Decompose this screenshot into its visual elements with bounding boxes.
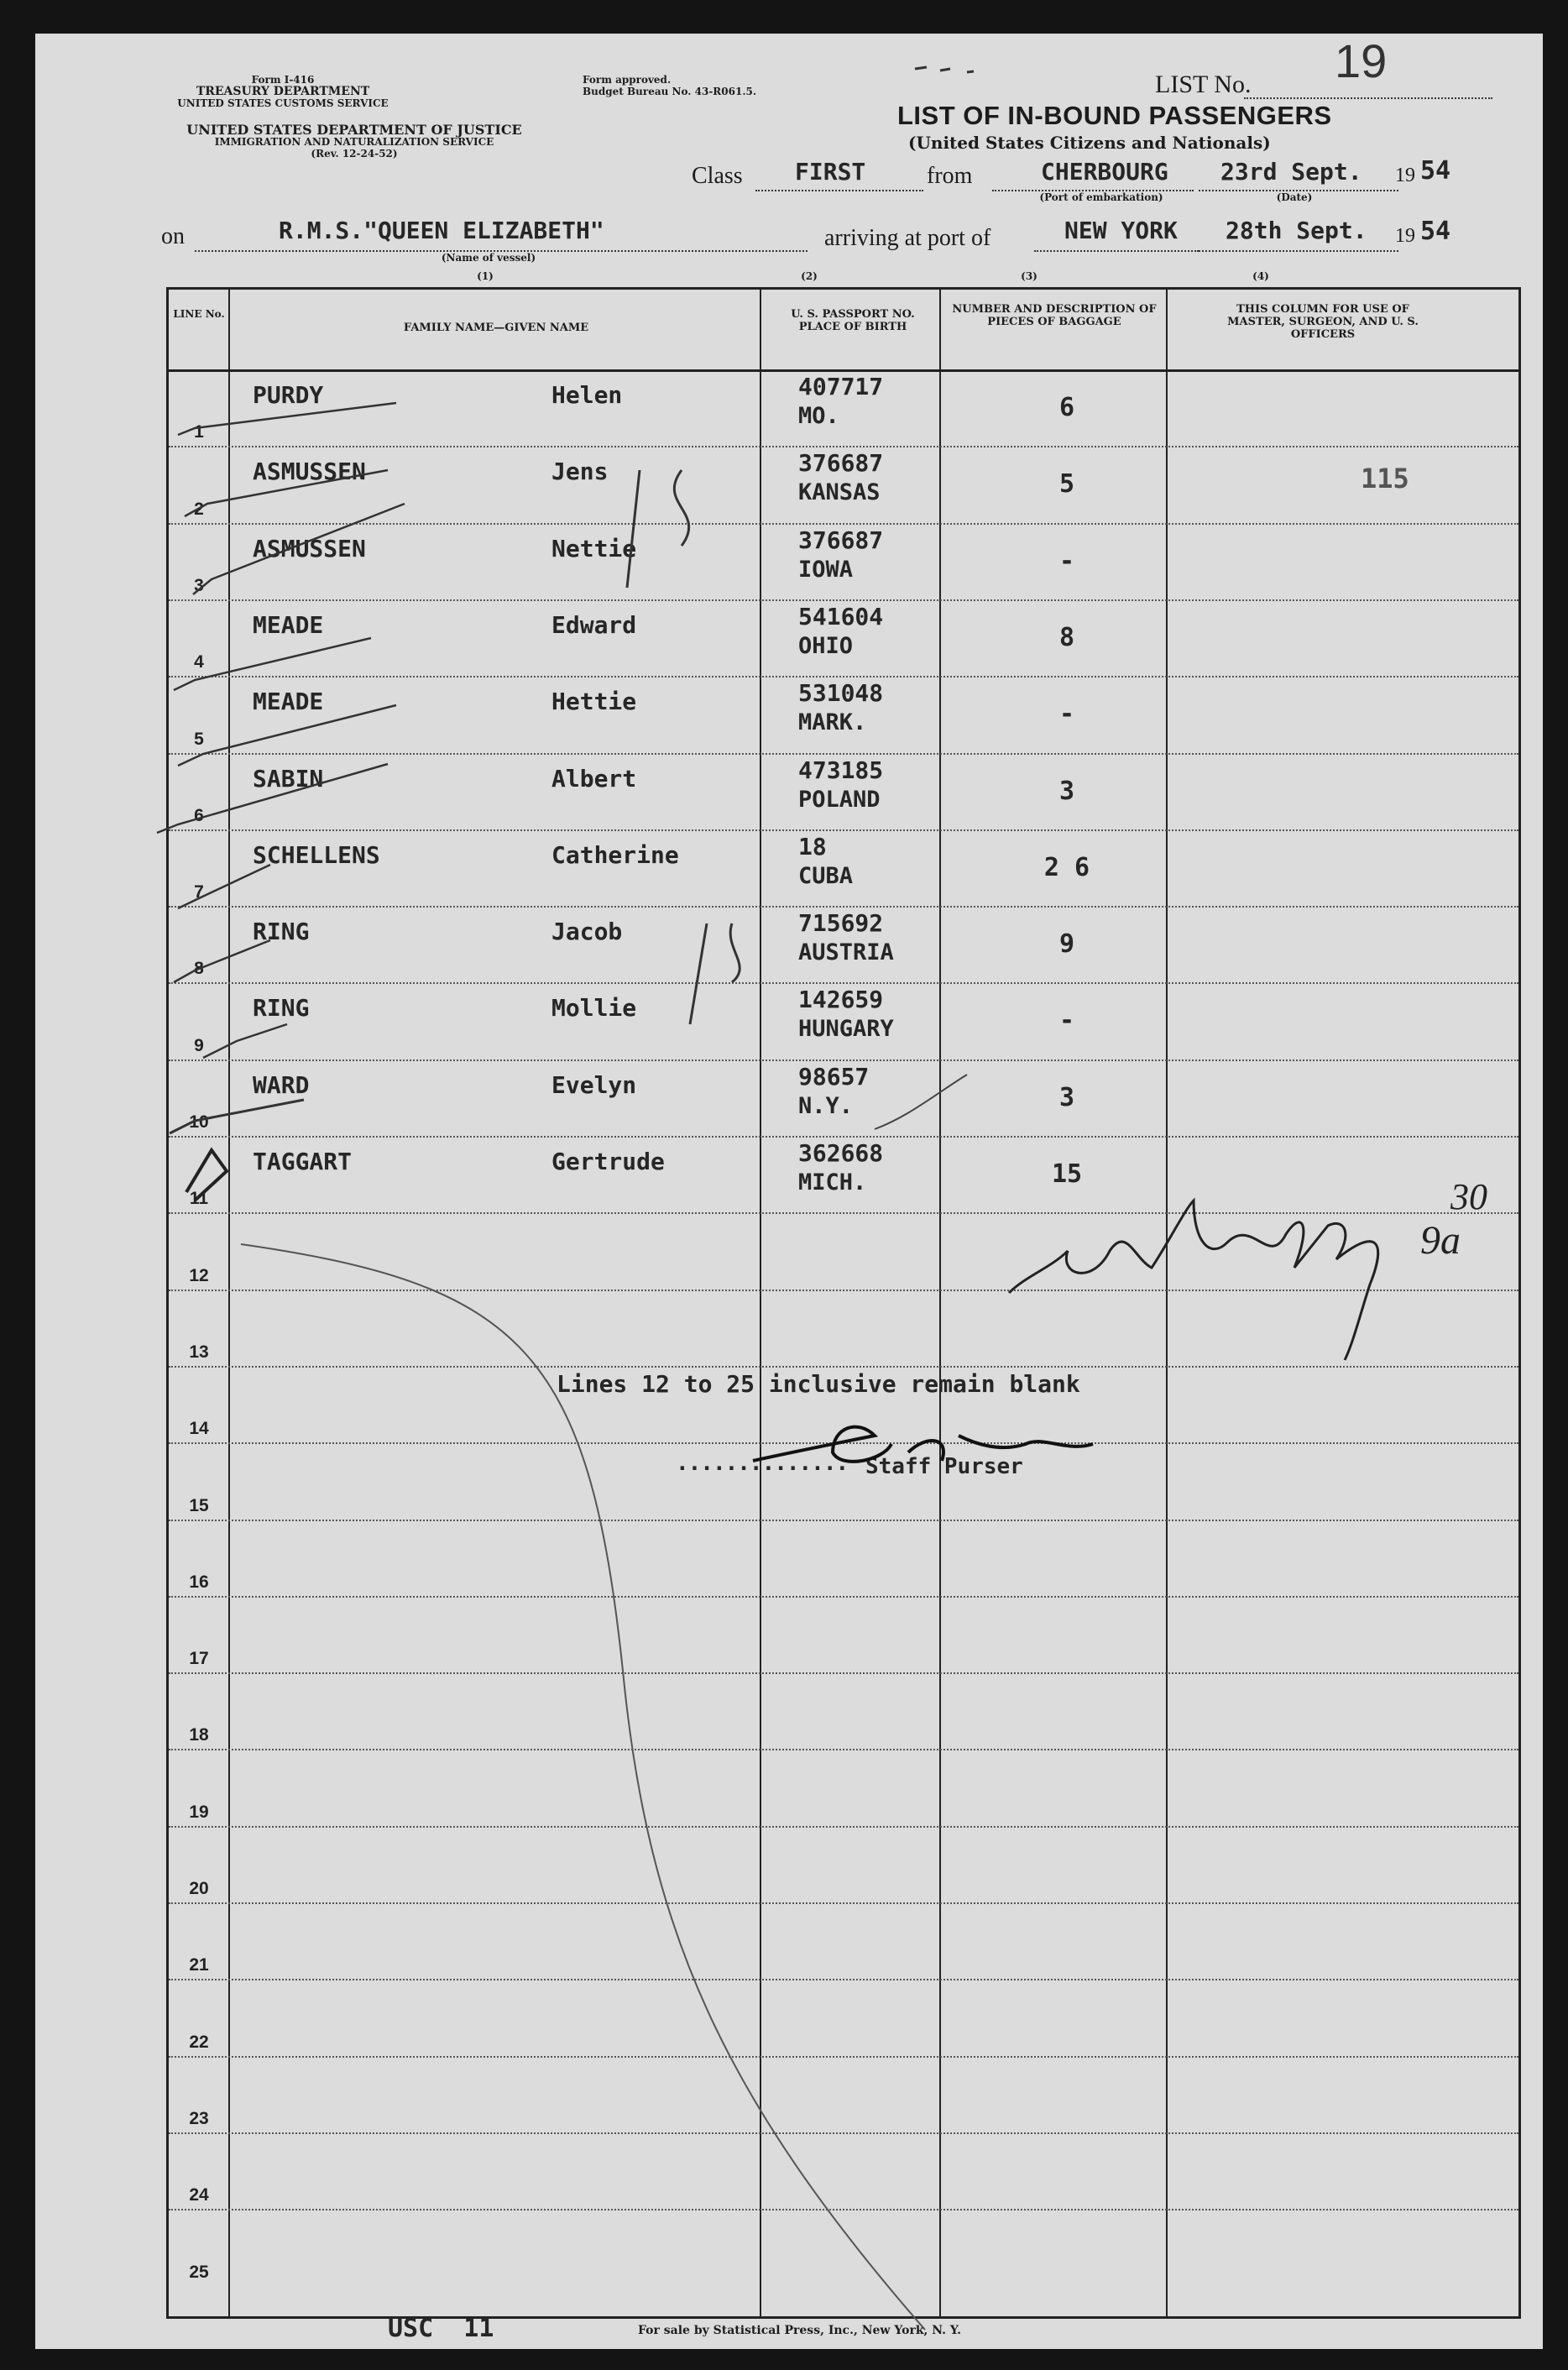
baggage-count: -	[1058, 699, 1075, 730]
row-divider	[169, 1442, 1518, 1444]
row-divider	[169, 1059, 1518, 1061]
header-officers: THIS COLUMN FOR USE OF MASTER, SURGEON, AND U. S. OFFICERS	[1227, 303, 1419, 341]
baggage-count: -	[1058, 1006, 1075, 1036]
baggage-count: 3	[1058, 1082, 1075, 1112]
given-name: Catherine	[551, 840, 679, 869]
arrival-year-prefix: 19	[1395, 225, 1415, 247]
purser-dots: ..............	[676, 1451, 849, 1476]
row-divider	[169, 446, 1518, 447]
officer-note: 115	[1361, 463, 1409, 495]
immigration-service: IMMIGRATION AND NATURALIZATION SERVICE	[214, 136, 494, 148]
vessel-name: R.M.S."QUEEN ELIZABETH"	[279, 217, 604, 244]
treasury-department: TREASURY DEPARTMENT	[196, 85, 370, 98]
passport-number: 142659	[798, 986, 884, 1014]
row-divider	[169, 906, 1518, 908]
row-divider	[169, 676, 1518, 678]
place-of-birth: CUBA	[798, 862, 854, 889]
form-number: Form I-416	[251, 74, 315, 86]
port-of-embarkation: CHERBOURG	[1041, 158, 1168, 186]
family-name: MEADE	[253, 610, 324, 639]
justice-department: UNITED STATES DEPARTMENT OF JUSTICE	[186, 122, 522, 138]
line-number: 13	[189, 1342, 209, 1362]
place-of-birth: KANSAS	[798, 479, 881, 506]
line-number: 17	[189, 1649, 209, 1669]
place-of-birth: AUSTRIA	[798, 939, 894, 966]
column-number-2: (2)	[801, 270, 818, 282]
port-of-arrival: NEW YORK	[1064, 217, 1178, 244]
given-name: Mollie	[551, 994, 637, 1023]
given-name: Jacob	[551, 918, 623, 946]
row-divider	[169, 753, 1518, 755]
column-number-1: (1)	[477, 270, 494, 282]
given-name: Hettie	[551, 688, 637, 716]
passenger-list-document	[35, 34, 1543, 2349]
line-number: 6	[194, 805, 204, 825]
column-rule	[939, 290, 941, 2316]
line-number: 1	[194, 422, 204, 442]
place-of-birth: MARK.	[798, 709, 867, 736]
baggage-count: 3	[1058, 776, 1075, 806]
passport-number: 541604	[798, 602, 884, 630]
given-name: Evelyn	[551, 1070, 637, 1099]
line-number: 5	[194, 729, 204, 749]
vessel-caption: (Name of vessel)	[441, 252, 536, 264]
place-of-birth: POLAND	[798, 786, 881, 813]
list-no-label: LIST No.	[1155, 71, 1252, 98]
passenger-table	[166, 287, 1521, 2319]
given-name: Nettie	[551, 534, 637, 562]
row-divider	[169, 2056, 1518, 2058]
baggage-count: 15	[1051, 1159, 1083, 1189]
arrival-date: 28th Sept.	[1226, 217, 1367, 244]
place-of-birth: OHIO	[798, 632, 854, 659]
list-no-underline	[1244, 97, 1492, 99]
from-label: from	[927, 163, 973, 189]
class-underline	[755, 190, 923, 191]
passport-number: 376687	[798, 449, 884, 478]
baggage-count: 9	[1058, 929, 1075, 960]
line-number: 24	[189, 2185, 209, 2205]
line-number: 14	[189, 1419, 209, 1439]
family-name: ASMUSSEN	[253, 458, 366, 486]
passport-number: 531048	[798, 679, 884, 708]
place-of-birth: IOWA	[798, 556, 854, 583]
family-name: TAGGART	[253, 1148, 353, 1175]
line-number: 15	[189, 1495, 209, 1515]
form-title: LIST OF IN-BOUND PASSENGERS	[897, 101, 1332, 130]
arrival-year-suffix: 54	[1420, 217, 1451, 246]
form-authority-block	[161, 74, 405, 109]
line-number: 3	[194, 575, 204, 595]
form-subtitle: (United States Citizens and Nationals)	[908, 133, 1271, 153]
printer-credit: For sale by Statistical Press, Inc., New York, N. Y.	[638, 2324, 961, 2337]
departure-date: 23rd Sept.	[1220, 158, 1362, 186]
passport-number: 473185	[798, 756, 884, 784]
year-prefix: 19	[1395, 165, 1415, 186]
row-divider	[169, 2132, 1518, 2134]
family-name: SCHELLENS	[253, 840, 380, 869]
given-name: Helen	[551, 381, 623, 409]
row-divider	[169, 1902, 1518, 1904]
family-name: SABIN	[253, 764, 324, 793]
family-name: RING	[253, 918, 310, 946]
budget-bureau: Budget Bureau No. 43-R061.5.	[583, 86, 757, 97]
year-suffix: 54	[1420, 156, 1451, 186]
family-name: WARD	[253, 1070, 310, 1099]
line-number: 16	[189, 1572, 209, 1592]
arriving-label: arriving at port of	[824, 225, 991, 251]
column-rule	[228, 290, 230, 2316]
row-divider	[169, 1672, 1518, 1674]
family-name: PURDY	[253, 381, 324, 409]
family-name: MEADE	[253, 688, 324, 716]
line-number: 23	[189, 2108, 209, 2128]
form-revision: (Rev. 12-24-52)	[311, 148, 398, 160]
header-rule	[169, 369, 1518, 372]
row-divider	[169, 1979, 1518, 1980]
header-name: FAMILY NAME—GIVEN NAME	[403, 322, 589, 334]
row-divider	[169, 1366, 1518, 1368]
column-number-3: (3)	[1021, 270, 1037, 282]
place-of-birth: MO.	[798, 403, 839, 429]
list-number: 19	[1335, 34, 1388, 87]
usc-code: USC 11	[388, 2314, 494, 2343]
line-number: 21	[189, 1955, 209, 1975]
form-approved: Form approved.	[583, 74, 672, 86]
line-number: 22	[189, 2032, 209, 2052]
row-divider	[169, 1596, 1518, 1598]
baggage-count: 6	[1058, 393, 1075, 422]
line-number: 4	[194, 652, 204, 672]
line-number: 18	[189, 1725, 209, 1745]
customs-service: UNITED STATES CUSTOMS SERVICE	[177, 97, 389, 109]
budget-approval	[583, 74, 756, 97]
baggage-count: -	[1058, 546, 1075, 576]
margin-note-30: 30	[1450, 1176, 1487, 1217]
row-divider	[169, 829, 1518, 831]
row-divider	[169, 1212, 1518, 1214]
row-divider	[169, 1136, 1518, 1138]
line-number: 9	[194, 1035, 204, 1055]
place-of-birth: MICH.	[798, 1169, 867, 1195]
line-number: 20	[189, 1879, 209, 1898]
margin-note-9a: 9a	[1420, 1218, 1461, 1263]
purser-title: Staff Purser	[865, 1454, 1023, 1479]
line-number: 12	[189, 1265, 209, 1285]
baggage-count: 8	[1058, 622, 1075, 652]
remain-blank-note: Lines 12 to 25 inclusive remain blank	[557, 1370, 1080, 1398]
line-number: 2	[194, 499, 204, 519]
family-name: ASMUSSEN	[253, 534, 366, 562]
column-rule	[1166, 290, 1168, 2316]
given-name: Albert	[551, 764, 637, 793]
line-number: 19	[189, 1802, 209, 1822]
given-name: Gertrude	[551, 1148, 665, 1175]
header-passport: U. S. PASSPORT NO. PLACE OF BIRTH	[791, 308, 915, 333]
line-number: 25	[189, 2262, 209, 2282]
arrival-date-underline	[1199, 250, 1398, 252]
row-divider	[169, 1520, 1518, 1521]
line-number: 10	[189, 1112, 209, 1132]
row-divider	[169, 1826, 1518, 1828]
given-name: Edward	[551, 610, 637, 639]
header-baggage: NUMBER AND DESCRIPTION OF PIECES OF BAGGAGE	[952, 303, 1157, 328]
row-divider	[169, 982, 1518, 984]
class-label: Class	[692, 163, 743, 189]
embarkation-caption: (Port of embarkation)	[1039, 191, 1163, 203]
given-name: Jens	[551, 458, 609, 486]
date-caption: (Date)	[1276, 191, 1313, 203]
on-label: on	[161, 223, 185, 249]
column-rule	[760, 290, 761, 2316]
baggage-count: 5	[1058, 469, 1075, 500]
passport-number: 362668	[798, 1139, 884, 1167]
passport-number: 407717	[798, 373, 884, 400]
place-of-birth: HUNGARY	[798, 1016, 894, 1043]
class-value: FIRST	[795, 158, 866, 186]
justice-block	[170, 124, 539, 160]
row-divider	[169, 1749, 1518, 1750]
passport-number: 376687	[798, 526, 884, 554]
column-number-4: (4)	[1252, 270, 1269, 282]
row-divider	[169, 599, 1518, 601]
passport-number: 18	[798, 832, 827, 861]
baggage-count: 2 6	[1043, 852, 1090, 882]
place-of-birth: N.Y.	[798, 1092, 854, 1119]
ink-dash	[915, 67, 974, 72]
line-number: 8	[194, 959, 204, 979]
row-divider	[169, 2209, 1518, 2210]
arrival-port-underline	[1034, 250, 1199, 252]
line-number: 7	[194, 882, 204, 902]
line-number: 11	[189, 1189, 209, 1209]
row-divider	[169, 523, 1518, 525]
passport-number: 715692	[798, 909, 884, 938]
passport-number: 98657	[798, 1062, 870, 1091]
row-divider	[169, 1290, 1518, 1291]
family-name: RING	[253, 994, 310, 1023]
header-line-no: LINE No.	[173, 308, 225, 320]
